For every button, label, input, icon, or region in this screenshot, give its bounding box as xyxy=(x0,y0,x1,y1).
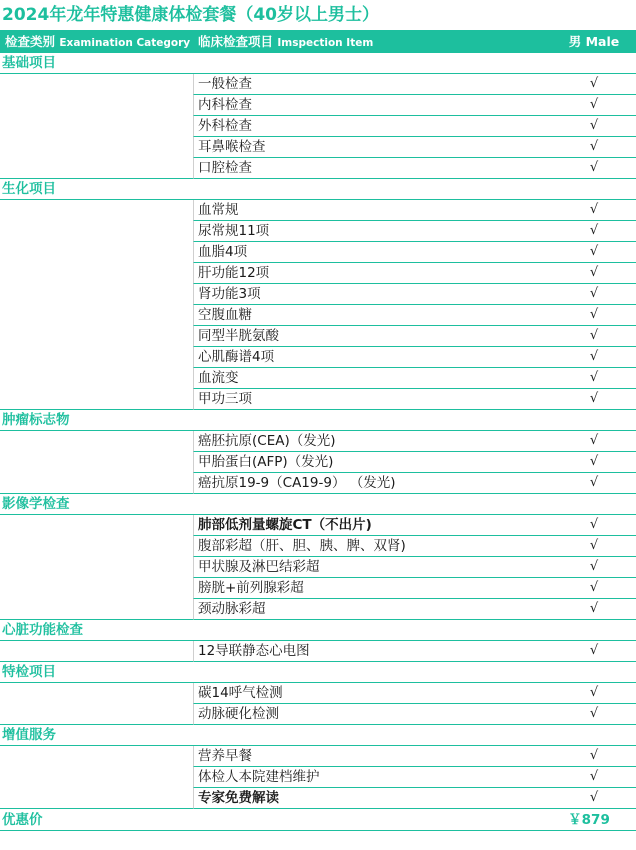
check-mark: √ xyxy=(589,244,599,259)
category-group xyxy=(0,74,636,179)
item-row xyxy=(193,599,636,620)
item-row xyxy=(193,74,636,95)
item-name: 动脉硬化检测 xyxy=(198,706,279,722)
check-mark: √ xyxy=(589,118,599,133)
category-spacer xyxy=(0,200,193,410)
price-row xyxy=(0,809,636,831)
item-row xyxy=(193,704,636,725)
item-list xyxy=(193,683,636,725)
sections-container xyxy=(0,53,636,809)
check-mark: √ xyxy=(589,769,599,784)
item-name: 营养早餐 xyxy=(198,748,252,764)
category-row: 特检项目 xyxy=(0,662,636,683)
item-row xyxy=(193,200,636,221)
check-mark: √ xyxy=(589,475,599,490)
item-name: 腹部彩超（肝、胆、胰、脾、双肾) xyxy=(198,538,406,554)
check-mark: √ xyxy=(589,76,599,91)
category-group xyxy=(0,746,636,809)
page-title: 2024年龙年特惠健康体检套餐（40岁以上男士） xyxy=(2,5,379,25)
category-group xyxy=(0,641,636,662)
item-name: 一般检查 xyxy=(198,76,252,92)
item-name: 专家免费解读 xyxy=(198,790,279,806)
category-row: 心脏功能检查 xyxy=(0,620,636,641)
item-list xyxy=(193,515,636,620)
item-row xyxy=(193,137,636,158)
item-name: 膀胱+前列腺彩超 xyxy=(198,580,304,596)
item-row xyxy=(193,263,636,284)
check-mark: √ xyxy=(589,370,599,385)
header-category-en: Examination Category xyxy=(59,37,191,49)
check-mark: √ xyxy=(589,454,599,469)
item-row xyxy=(193,284,636,305)
check-mark: √ xyxy=(589,139,599,154)
item-name: 同型半胱氨酸 xyxy=(198,328,279,344)
header-item-en: Imspection Item xyxy=(277,37,374,49)
header-male: 男 Male xyxy=(568,34,620,49)
item-name: 颈动脉彩超 xyxy=(198,601,266,617)
check-mark: √ xyxy=(589,748,599,763)
item-name: 血流变 xyxy=(198,370,239,386)
item-row xyxy=(193,116,636,137)
check-mark: √ xyxy=(589,391,599,406)
check-mark: √ xyxy=(589,286,599,301)
check-mark: √ xyxy=(589,160,599,175)
item-name: 肾功能3项 xyxy=(198,286,261,302)
item-row xyxy=(193,473,636,494)
item-row xyxy=(193,389,636,410)
item-name: 甲胎蛋白(AFP)（发光) xyxy=(198,454,334,470)
category-group xyxy=(0,431,636,494)
item-name: 肺部低剂量螺旋CT（不出片) xyxy=(198,517,372,533)
item-row xyxy=(193,305,636,326)
table-header xyxy=(0,30,636,53)
category-group xyxy=(0,200,636,410)
item-row xyxy=(193,242,636,263)
category-group xyxy=(0,683,636,725)
item-row xyxy=(193,452,636,473)
check-mark: √ xyxy=(589,307,599,322)
item-row xyxy=(193,683,636,704)
category-spacer xyxy=(0,74,193,179)
header-item xyxy=(198,30,552,53)
item-row xyxy=(193,746,636,767)
item-row xyxy=(193,767,636,788)
item-list xyxy=(193,746,636,809)
check-mark: √ xyxy=(589,601,599,616)
item-row xyxy=(193,221,636,242)
item-name: 空腹血糖 xyxy=(198,307,252,323)
check-mark: √ xyxy=(589,349,599,364)
category-spacer xyxy=(0,431,193,494)
item-name: 12导联静态心电图 xyxy=(198,643,310,659)
check-mark: √ xyxy=(589,517,599,532)
category-row: 增值服务 xyxy=(0,725,636,746)
item-row xyxy=(193,578,636,599)
price-value: ￥879 xyxy=(568,812,610,828)
header-category xyxy=(0,30,198,53)
header-category-cn: 检查类别 xyxy=(5,34,56,49)
item-row xyxy=(193,368,636,389)
item-row xyxy=(193,431,636,452)
category-spacer xyxy=(0,746,193,809)
item-row xyxy=(193,515,636,536)
check-mark: √ xyxy=(589,790,599,805)
price-label: 优惠价 xyxy=(2,812,43,828)
item-name: 甲状腺及淋巴结彩超 xyxy=(198,559,320,575)
item-name: 体检人本院建档维护 xyxy=(198,769,320,785)
item-list xyxy=(193,641,636,662)
item-row xyxy=(193,641,636,662)
check-mark: √ xyxy=(589,706,599,721)
category-spacer xyxy=(0,515,193,620)
item-list xyxy=(193,74,636,179)
item-row xyxy=(193,536,636,557)
category-row: 生化项目 xyxy=(0,179,636,200)
item-row xyxy=(193,788,636,809)
category-spacer xyxy=(0,641,193,662)
check-mark: √ xyxy=(589,538,599,553)
item-row xyxy=(193,557,636,578)
item-row xyxy=(193,326,636,347)
item-list xyxy=(193,200,636,410)
item-name: 甲功三项 xyxy=(198,391,252,407)
check-mark: √ xyxy=(589,559,599,574)
item-row xyxy=(193,347,636,368)
check-mark: √ xyxy=(589,328,599,343)
item-name: 血常规 xyxy=(198,202,239,218)
item-name: 肝功能12项 xyxy=(198,265,270,281)
category-row: 基础项目 xyxy=(0,53,636,74)
category-spacer xyxy=(0,683,193,725)
check-mark: √ xyxy=(589,97,599,112)
item-name: 耳鼻喉检查 xyxy=(198,139,266,155)
check-mark: √ xyxy=(589,685,599,700)
item-row xyxy=(193,95,636,116)
item-name: 尿常规11项 xyxy=(198,223,270,239)
check-mark: √ xyxy=(589,202,599,217)
check-mark: √ xyxy=(589,265,599,280)
item-name: 口腔检查 xyxy=(198,160,252,176)
item-name: 碳14呼气检测 xyxy=(198,685,283,701)
category-row: 影像学检查 xyxy=(0,494,636,515)
category-row: 肿瘤标志物 xyxy=(0,410,636,431)
header-item-cn: 临床检查项目 xyxy=(198,34,274,49)
item-name: 癌胚抗原(CEA)（发光) xyxy=(198,433,336,449)
item-name: 外科检查 xyxy=(198,118,252,134)
check-mark: √ xyxy=(589,223,599,238)
item-name: 癌抗原19-9（CA19-9） （发光) xyxy=(198,475,396,491)
item-name: 血脂4项 xyxy=(198,244,248,260)
item-list xyxy=(193,431,636,494)
item-name: 心肌酶谱4项 xyxy=(198,349,275,365)
item-name: 内科检查 xyxy=(198,97,252,113)
check-mark: √ xyxy=(589,643,599,658)
check-mark: √ xyxy=(589,433,599,448)
item-row xyxy=(193,158,636,179)
check-mark: √ xyxy=(589,580,599,595)
category-group xyxy=(0,515,636,620)
